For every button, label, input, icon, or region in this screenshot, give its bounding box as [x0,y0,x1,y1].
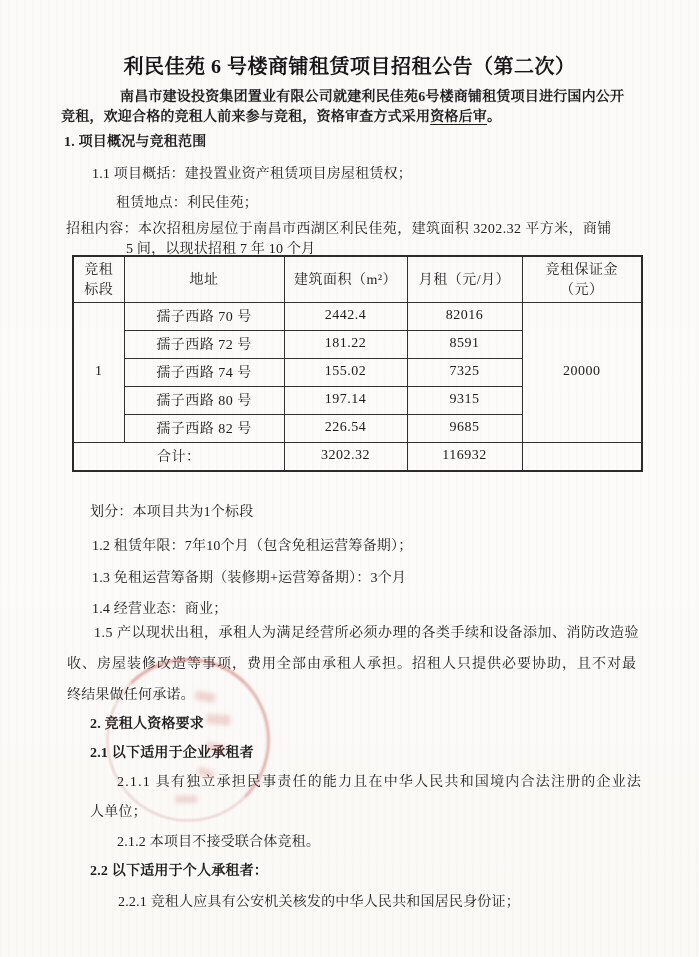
address-cell: 孺子西路 74 号 [124,358,284,386]
item-1-5-line-1: 1.5 产以现状出租，承租人为满足经营所必须办理的各类手续和设备添加、消防改造验 [94,626,639,641]
bid-section-value: 1 [73,302,124,442]
intro-line-2 [61,110,501,126]
rent-cell: 9685 [407,414,522,442]
item-2-1: 2.1 以下适用于企业承租者 [90,746,254,761]
section-2-heading: 2. 竞租人资格要求 [90,717,204,732]
seal-mark [206,714,231,726]
underlined-qualification-review: 资格后审 [430,110,488,125]
table-row [73,302,642,330]
rent-cell: 9315 [407,386,522,414]
address-cell: 孺子西路 72 号 [124,330,284,358]
item-2-1-1-line-1: 2.1.1 具有独立承担民事责任的能力且在中华人民共和国境内合法注册的企业法 [117,775,643,790]
item-1-1: 1.1 项目概括：建投置业资产租赁项目房屋租赁权； [92,167,412,182]
header-address: 地址 [124,256,284,302]
item-2-2-1: 2.2.1 竞租人应具有公安机关核发的中华人民共和国居民身份证； [118,895,520,910]
seal-mark [195,691,216,703]
item-1-4: 1.4 经营业态：商业； [92,602,228,617]
rent-cell: 7325 [407,358,522,386]
address-cell: 孺子西路 82 号 [124,414,284,442]
area-cell: 226.54 [284,414,407,442]
item-1-3: 1.3 免租运营筹备期（装修期+运营筹备期）：3个月 [92,571,407,586]
item-2-1-2: 2.1.2 本项目不接受联合体竞租。 [117,835,321,850]
division-line: 划分：本项目共为1个标段 [90,505,254,520]
deposit-value: 20000 [522,302,642,442]
table-total-row [73,442,642,471]
rent-content-line-2: 5 间，以现状招租 7 年 10 个月 [126,242,316,257]
header-area: 建筑面积（m²） [284,256,407,302]
header-bid-section: 竞租 标段 [73,256,124,302]
page-title: 利民佳苑 6 号楼商铺租赁项目招租公告（第二次） [123,56,576,78]
intro-line-2-period: 。 [487,110,502,125]
rent-cell: 82016 [407,302,522,330]
item-1-5-line-3: 终结果做任何承诺。 [67,688,195,703]
item-2-1-1-line-2: 人单位； [90,805,147,820]
total-label: 合计： [73,442,284,471]
item-2-2: 2.2 以下适用于个人承租者： [90,864,268,879]
intro-line-1: 南昌市建设投资集团置业有限公司就建利民佳苑6号楼商铺租赁项目进行国内公开 [120,90,625,105]
rent-location: 租赁地点：利民佳苑； [116,196,258,211]
intro-line-2-text: 竞租，欢迎合格的竞租人前来参与竞租，资格审查方式采用 [61,110,431,125]
total-deposit [522,442,642,471]
header-deposit: 竞租保证金 （元） [522,256,642,302]
area-cell: 197.14 [284,386,407,414]
area-cell: 155.02 [284,358,407,386]
item-1-5-line-2: 收、房屋装修改造等事项，费用全部由承租人承担。招租人只提供必要协助，且不对最 [67,657,637,672]
rent-cell: 8591 [407,330,522,358]
total-rent: 116932 [407,442,522,471]
area-cell: 181.22 [284,330,407,358]
address-cell: 孺子西路 80 号 [124,386,284,414]
rent-content-line-1: 招租内容：本次招租房屋位于南昌市西湖区利民佳苑，建筑面积 3202.32 平方米，商铺 [66,222,612,237]
item-1-2: 1.2 租赁年限：7年10个月（包含免租运营筹备期）； [92,539,413,554]
address-cell: 孺子西路 70 号 [124,302,284,330]
seal-mark [175,796,197,803]
section-1-heading: 1. 项目概况与竞租范围 [64,135,207,150]
area-cell: 2442.4 [284,302,407,330]
bid-sections-table [72,255,643,472]
header-rent: 月租（元/月） [407,256,522,302]
table-header-row [73,256,642,302]
total-area: 3202.32 [284,442,407,471]
